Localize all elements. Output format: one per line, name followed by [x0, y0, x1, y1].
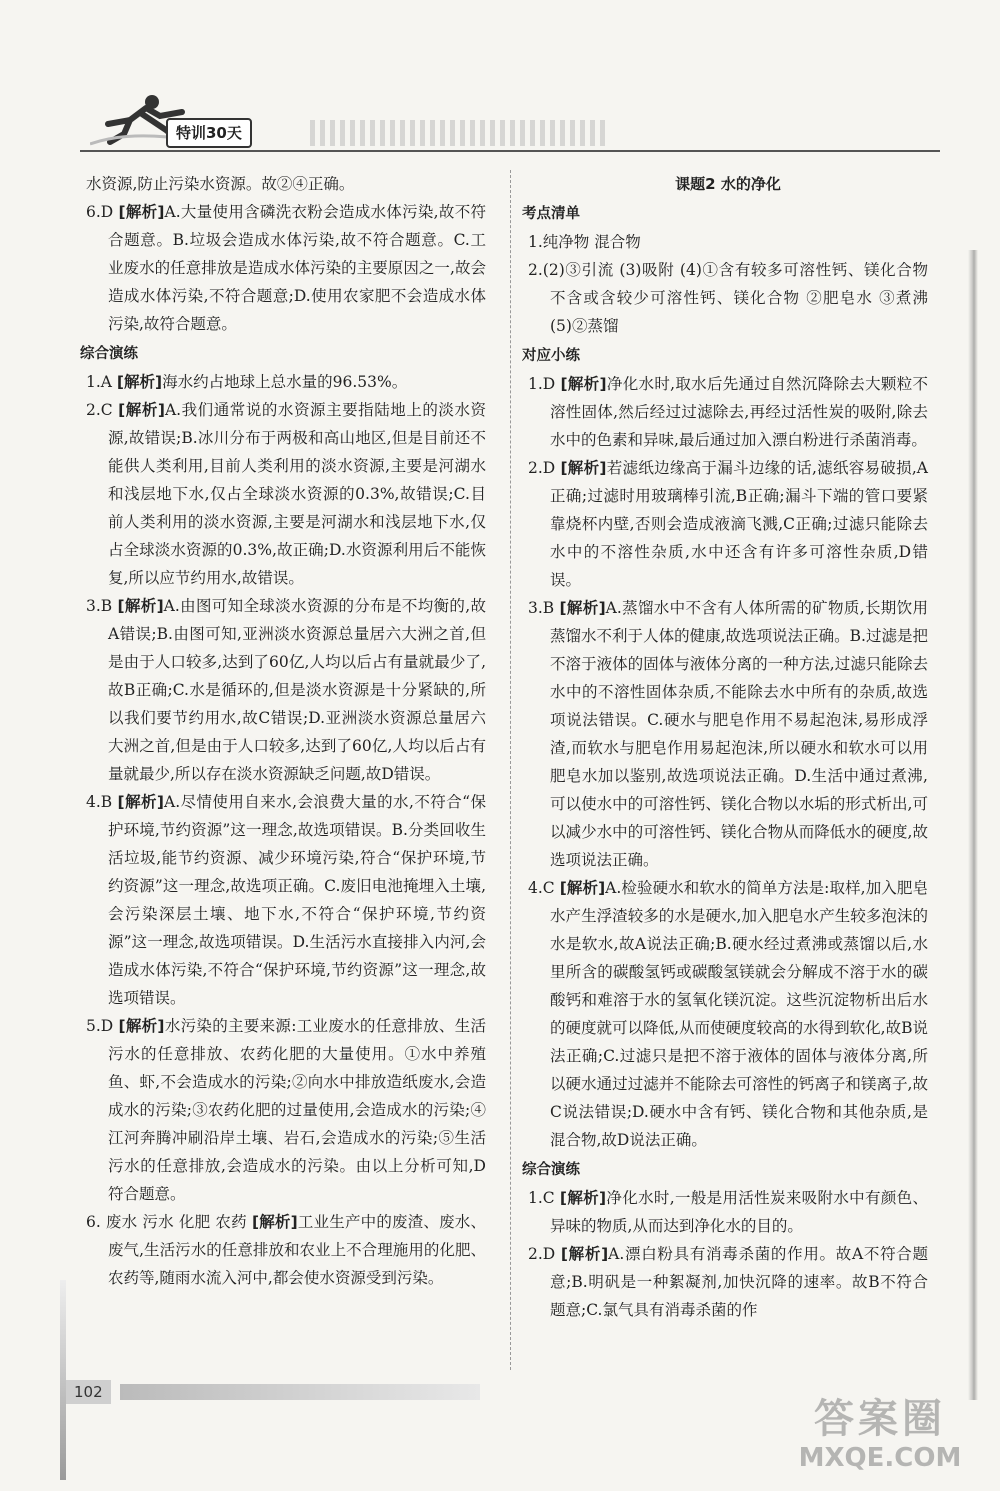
- analysis-badge: [解析]: [559, 599, 606, 617]
- series-title: 特训30天: [166, 118, 252, 148]
- analysis-badge: [解析]: [560, 375, 607, 393]
- section-heading: 综合演练: [80, 346, 138, 362]
- left-column: [80, 170, 487, 1292]
- watermark-logo: 答案圈 MXQE.COM: [798, 1396, 962, 1473]
- answer-item: 6. 废水 污水 化肥 农药 [解析]工业生产中的废渣、废水、废气,生活污水的任意排放和农业上不合理施用的化肥、农药等,随雨水流入河中,都会使水资源受到污染。: [86, 1213, 486, 1287]
- section-heading: 综合演练: [522, 1162, 580, 1178]
- analysis-badge: [解析]: [118, 1017, 165, 1035]
- page-number: 102: [66, 1380, 111, 1404]
- analysis-badge: [解析]: [559, 879, 606, 897]
- analysis-badge: [解析]: [118, 203, 165, 221]
- analysis-badge: [解析]: [559, 1189, 607, 1207]
- section-heading: 对应小练: [522, 348, 580, 364]
- answer-item: 1.D [解析]净化水时,取水后先通过自然沉降除去大颗粒不溶性固体,然后经过过滤除去,再经过活性炭的吸附,除去水中的色素和异味,最后通过加入漂白粉进行杀菌消毒。: [528, 375, 929, 449]
- answer-item: 1.C [解析]净化水时,一般是用活性炭来吸附水中有颜色、异味的物质,从而达到净化水的目的。: [528, 1189, 928, 1235]
- analysis-badge: [解析]: [251, 1213, 298, 1231]
- analysis-badge: [解析]: [117, 793, 165, 811]
- page-header: [80, 90, 940, 160]
- column-divider: [510, 170, 511, 1370]
- list-item: 1.纯净物 混合物: [528, 233, 641, 251]
- analysis-badge: [解析]: [118, 401, 165, 419]
- answer-item: 4.B [解析]A.尽情使用自来水,会浪费大量的水,不符合“保护环境,节约资源”这一理念,故选项错误。B.分类回收生活垃圾,能节约资源、减少环境污染,符合“保护环境,节约资源”这一理念,故选项正确。C.废旧电池掩埋入土壤,会污染深层土壤、地下水,不符合“保护环境,节约资源”这一理念,故选项错误。D.生活污水直接排入内河,会造成水体污染,不符合“保护环境,节约资源”这一理念,故选项错误。: [86, 793, 486, 1007]
- analysis-badge: [解析]: [560, 1245, 609, 1263]
- answer-item: 5.D [解析]水污染的主要来源:工业废水的任意排放、生活污水的任意排放、农药化肥的大量使用。①水中养殖鱼、虾,不会造成水的污染;②向水中排放造纸废水,会造成水的污染;③农药化肥的过量使用,会造成水的污染;④江河奔腾冲刷沿岸土壤、岩石,会造成水的污染;⑤生活污水的任意排放,会造成水的污染。由以上分析可知,D符合题意。: [86, 1017, 486, 1203]
- header-stripes: [310, 120, 610, 146]
- page-footer: [60, 1380, 480, 1408]
- answer-item: 4.C [解析]A.检验硬水和软水的简单方法是:取样,加入肥皂水产生浮渣较多的水是硬水,加入肥皂水产生较多泡沫的水是软水,故A说法正确;B.硬水经过煮沸或蒸馏以后,水里所含的碳酸氢钙或碳酸氢镁就会分解成不溶于水的碳酸钙和难溶于水的氢氧化镁沉淀。这些沉淀物析出后水的硬度就可以降低,从而使硬度较高的水得到软化,故B说法正确;C.过滤只是把不溶于液体的固体与液体分离,所以硬水通过过滤并不能除去可溶性的钙离子和镁离子,故C说法错误;D.硬水中含有钙、镁化合物和其他杂质,是混合物,故D说法正确。: [528, 879, 928, 1149]
- answer-item: 2.D [解析]若滤纸边缘高于漏斗边缘的话,滤纸容易破损,A正确;过滤时用玻璃棒引流,B正确;漏斗下端的管口要紧靠烧杯内壁,否则会造成液滴飞溅,C正确;过滤只能除去水中的不溶性杂质,水中还含有许多可溶性杂质,D错误。: [528, 459, 928, 589]
- footer-bar: [120, 1384, 480, 1400]
- answer-item: 2.C [解析]A.我们通常说的水资源主要指陆地上的淡水资源,故错误;B.冰川分布于两极和高山地区,但是目前还不能供人类利用,目前人类利用的淡水资源,主要是河湖水和浅层地下水,仅占全球淡水资源的0.3%,故错误;C.目前人类利用的淡水资源,主要是河湖水和浅层地下水,仅占全球淡水资源的0.3%,故正确;D.水资源利用后不能恢复,所以应节约用水,故错误。: [86, 401, 487, 587]
- answer-item: 6.D [解析]A.大量使用含磷洗衣粉会造成水体污染,故不符合题意。B.垃圾会造成水体污染,故不符合题意。C.工业废水的任意排放是造成水体污染的主要原因之一,故会造成水体污染,不符合题意;D.使用农家肥不会造成水体污染,故符合题意。: [86, 203, 486, 333]
- analysis-badge: [解析]: [560, 459, 607, 477]
- answer-item: 1.A [解析]海水约占地球上总水量的96.53%。: [86, 373, 408, 391]
- answer-item: 2.D [解析]A.漂白粉具有消毒杀菌的作用。故A不符合题意;B.明矾是一种絮凝剂,加快沉降的速率。故B不符合题意;C.氯气具有消毒杀菌的作: [528, 1245, 928, 1319]
- right-column: [522, 170, 929, 1324]
- binding-edge: [968, 250, 978, 1400]
- analysis-badge: [解析]: [117, 597, 164, 615]
- analysis-badge: [解析]: [116, 373, 163, 391]
- answer-item: 3.B [解析]A.由图可知全球淡水资源的分布是不均衡的,故A错误;B.由图可知,亚洲淡水资源总量居六大洲之首,但是由于人口较多,达到了60亿,人均以后占有量就最少了,故B正确;C.水是循环的,但是淡水资源是十分紧缺的,所以我们要节约用水,故C错误;D.亚洲淡水资源总量居六大洲之首,但是由于人口较多,达到了60亿,人均以后占有量就最少,所以存在淡水资源缺乏问题,故D错误。: [86, 597, 486, 783]
- list-item: 水资源,防止污染水资源。故②④正确。: [86, 175, 355, 193]
- list-item: 2.(2)③引流 (3)吸附 (4)①含有较多可溶性钙、镁化合物 不含或含较少可溶性钙、镁化合物 ②肥皂水 ③煮沸 (5)②蒸馏: [528, 261, 928, 335]
- header-rule: [80, 150, 940, 152]
- answer-item: 3.B [解析]A.蒸馏水中不含有人体所需的矿物质,长期饮用蒸馏水不利于人体的健康,故选项说法正确。B.过滤是把不溶于液体的固体与液体分离的一种方法,过滤只能除去水中的不溶性固体杂质,不能除去水中所有的杂质,故选项说法错误。C.硬水与肥皂作用不易起泡沫,易形成浮渣,而软水与肥皂作用易起泡沫,所以硬水和软水可以用肥皂水加以鉴别,故选项说法正确。D.生活中通过煮沸,可以使水中的可溶性钙、镁化合物以水垢的形式析出,可以减少水中的可溶性钙、镁化合物从而降低水的硬度,故选项说法正确。: [528, 599, 928, 869]
- section-heading: 考点清单: [522, 206, 580, 222]
- lesson-title: 课题2 水的净化: [675, 175, 781, 193]
